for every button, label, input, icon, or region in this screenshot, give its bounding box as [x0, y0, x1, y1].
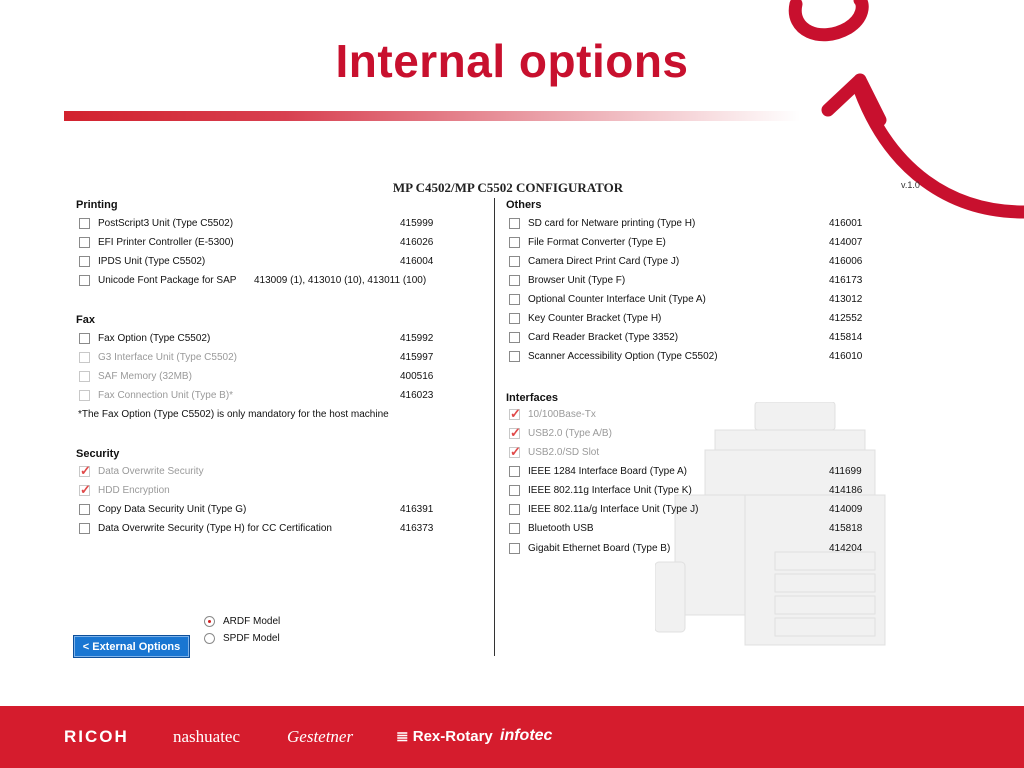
- option-label: EFI Printer Controller (E-5300): [98, 236, 234, 248]
- option-code: 412552: [829, 313, 863, 324]
- option-code: 416004: [400, 256, 434, 267]
- option-code: 416391: [400, 504, 434, 515]
- checkbox[interactable]: [79, 275, 90, 286]
- checkbox[interactable]: [79, 504, 90, 515]
- section-heading-printing: Printing: [76, 199, 118, 211]
- radio-ardf-model[interactable]: [204, 614, 280, 628]
- checkbox[interactable]: [509, 218, 520, 229]
- radio-button[interactable]: [204, 633, 215, 644]
- option-browser-unit[interactable]: [509, 272, 625, 288]
- option-hdd-encryption[interactable]: [79, 482, 170, 498]
- option-label: IPDS Unit (Type C5502): [98, 255, 206, 267]
- option-label: Data Overwrite Security: [98, 465, 204, 477]
- option-ipds-unit[interactable]: [79, 253, 205, 269]
- radio-button[interactable]: [204, 616, 215, 627]
- option-label: Camera Direct Print Card (Type J): [528, 255, 680, 267]
- option-code: 416173: [829, 275, 863, 286]
- option-label: Key Counter Bracket (Type H): [528, 312, 662, 324]
- checkbox[interactable]: [509, 275, 520, 286]
- option-data-overwrite-security-cc[interactable]: [79, 520, 332, 536]
- option-label: USB2.0 (Type A/B): [528, 427, 612, 439]
- title-underline-bar: [64, 111, 800, 121]
- checkbox[interactable]: [509, 351, 520, 362]
- brand-rex-rotary-label: Rex-Rotary: [412, 728, 493, 745]
- option-label: HDD Encryption: [98, 484, 170, 496]
- option-label: Bluetooth USB: [528, 522, 594, 534]
- option-gigabit-ethernet-board[interactable]: [509, 540, 670, 556]
- section-heading-interfaces: Interfaces: [506, 392, 558, 404]
- checkbox[interactable]: [79, 390, 90, 401]
- checkbox[interactable]: [509, 332, 520, 343]
- option-label: File Format Converter (Type E): [528, 236, 666, 248]
- section-heading-fax: Fax: [76, 314, 95, 326]
- option-label: SD card for Netware printing (Type H): [528, 217, 696, 229]
- checkbox[interactable]: [509, 313, 520, 324]
- option-code: 416373: [400, 523, 434, 534]
- option-label: Optional Counter Interface Unit (Type A): [528, 293, 706, 305]
- option-code: 416010: [829, 351, 863, 362]
- option-label: Fax Option (Type C5502): [98, 332, 211, 344]
- option-unicode-font-package[interactable]: [79, 272, 236, 288]
- option-code: 411699: [829, 466, 862, 477]
- brand-nashuatec: nashuatec: [173, 727, 241, 746]
- checkbox[interactable]: [79, 218, 90, 229]
- option-code: 416023: [400, 390, 434, 401]
- option-label: IEEE 802.11a/g Interface Unit (Type J): [528, 503, 699, 515]
- option-code: 415999: [400, 218, 434, 229]
- section-heading-others: Others: [506, 199, 542, 211]
- checkbox[interactable]: [509, 237, 520, 248]
- option-code: 415992: [400, 333, 434, 344]
- option-label: Browser Unit (Type F): [528, 274, 626, 286]
- slide-title: Internal options: [335, 35, 689, 87]
- brand-rex-rotary: ≣ Rex-Rotary: [396, 728, 493, 745]
- option-label: Gigabit Ethernet Board (Type B): [528, 542, 671, 554]
- option-code: 400516: [400, 371, 434, 382]
- option-usb2-type-ab[interactable]: [509, 425, 612, 441]
- red-arrow-decoration-icon: [760, 0, 1024, 230]
- option-file-format-converter[interactable]: [509, 234, 666, 250]
- brand-ricoh: RICOH: [64, 727, 129, 746]
- option-code: 414186: [829, 485, 863, 496]
- option-efi-printer-controller[interactable]: [79, 234, 234, 250]
- checkbox[interactable]: [79, 237, 90, 248]
- option-saf-memory[interactable]: [79, 368, 192, 384]
- checkbox[interactable]: [79, 523, 90, 534]
- option-data-overwrite-security[interactable]: [79, 463, 204, 479]
- checkbox[interactable]: [509, 466, 520, 477]
- option-label: IEEE 802.11g Interface Unit (Type K): [528, 484, 692, 496]
- option-label: G3 Interface Unit (Type C5502): [98, 351, 237, 363]
- option-code: 416006: [829, 256, 863, 267]
- checkbox[interactable]: [509, 447, 520, 458]
- option-key-counter-bracket[interactable]: [509, 310, 661, 326]
- radio-label: SPDF Model: [223, 632, 280, 644]
- option-label: Card Reader Bracket (Type 3352): [528, 331, 679, 343]
- option-fax-option[interactable]: [79, 330, 210, 346]
- option-code: 415997: [400, 352, 434, 363]
- option-label: Unicode Font Package for SAP: [98, 274, 237, 286]
- option-ieee80211ag-unit[interactable]: [509, 501, 698, 517]
- checkbox[interactable]: [509, 256, 520, 267]
- checkbox[interactable]: [509, 523, 520, 534]
- checkbox[interactable]: [79, 466, 90, 477]
- option-label: 10/100Base-Tx: [528, 408, 596, 420]
- option-label: Data Overwrite Security (Type H) for CC Certification: [98, 522, 332, 534]
- option-sd-card-netware[interactable]: [509, 215, 695, 231]
- option-bluetooth-usb[interactable]: [509, 520, 594, 536]
- checkbox[interactable]: [79, 352, 90, 363]
- option-code: 416001: [829, 218, 863, 229]
- radio-label: ARDF Model: [223, 615, 281, 627]
- checkbox[interactable]: [509, 504, 520, 515]
- radio-spdf-model[interactable]: [204, 631, 280, 645]
- brand-gestetner: Gestetner: [287, 727, 354, 746]
- option-optional-counter-interface[interactable]: [509, 291, 706, 307]
- option-label: IEEE 1284 Interface Board (Type A): [528, 465, 687, 477]
- checkbox[interactable]: [509, 485, 520, 496]
- checkbox[interactable]: [79, 485, 90, 496]
- option-postscript3-unit[interactable]: [79, 215, 233, 231]
- option-code: 416026: [400, 237, 434, 248]
- external-options-button[interactable]: < External Options: [73, 635, 190, 658]
- brand-infotec: infotec: [500, 727, 553, 744]
- option-code: 414007: [829, 237, 863, 248]
- option-code: 415818: [829, 523, 863, 534]
- option-ieee1284-board[interactable]: [509, 463, 687, 479]
- checkbox[interactable]: [79, 256, 90, 267]
- option-code: 414009: [829, 504, 863, 515]
- option-fax-connection-unit[interactable]: [79, 387, 233, 403]
- option-label: Scanner Accessibility Option (Type C5502): [528, 350, 718, 362]
- option-label: Copy Data Security Unit (Type G): [98, 503, 247, 515]
- checkbox[interactable]: [509, 428, 520, 439]
- version-label: v.1.0: [901, 180, 920, 190]
- option-code: 413009 (1), 413010 (10), 413011 (100): [254, 275, 427, 286]
- option-code: 414204: [829, 543, 863, 554]
- option-code: 415814: [829, 332, 863, 343]
- option-camera-direct-print-card[interactable]: [509, 253, 679, 269]
- configurator-title: MP C4502/MP C5502 CONFIGURATOR: [392, 180, 624, 195]
- fax-footnote: *The Fax Option (Type C5502) is only mandatory for the host machine: [78, 409, 389, 420]
- option-label: USB2.0/SD Slot: [528, 446, 600, 458]
- option-ieee80211g-unit[interactable]: [509, 482, 692, 498]
- column-divider: [494, 198, 495, 656]
- checkbox[interactable]: [509, 409, 520, 420]
- checkbox[interactable]: [509, 294, 520, 305]
- option-usb2-sd-slot[interactable]: [509, 444, 599, 460]
- option-label: Fax Connection Unit (Type B)*: [98, 389, 234, 401]
- option-copy-data-security-unit[interactable]: [79, 501, 246, 517]
- checkbox[interactable]: [509, 543, 520, 554]
- option-10-100base-tx[interactable]: [509, 406, 596, 422]
- option-label: SAF Memory (32MB): [98, 370, 192, 382]
- option-g3-interface-unit[interactable]: [79, 349, 237, 365]
- checkbox[interactable]: [79, 333, 90, 344]
- option-card-reader-bracket[interactable]: [509, 329, 678, 345]
- option-code: 413012: [829, 294, 863, 305]
- option-label: PostScript3 Unit (Type C5502): [98, 217, 234, 229]
- section-heading-security: Security: [76, 448, 120, 460]
- option-scanner-accessibility[interactable]: [509, 348, 718, 364]
- checkbox[interactable]: [79, 371, 90, 382]
